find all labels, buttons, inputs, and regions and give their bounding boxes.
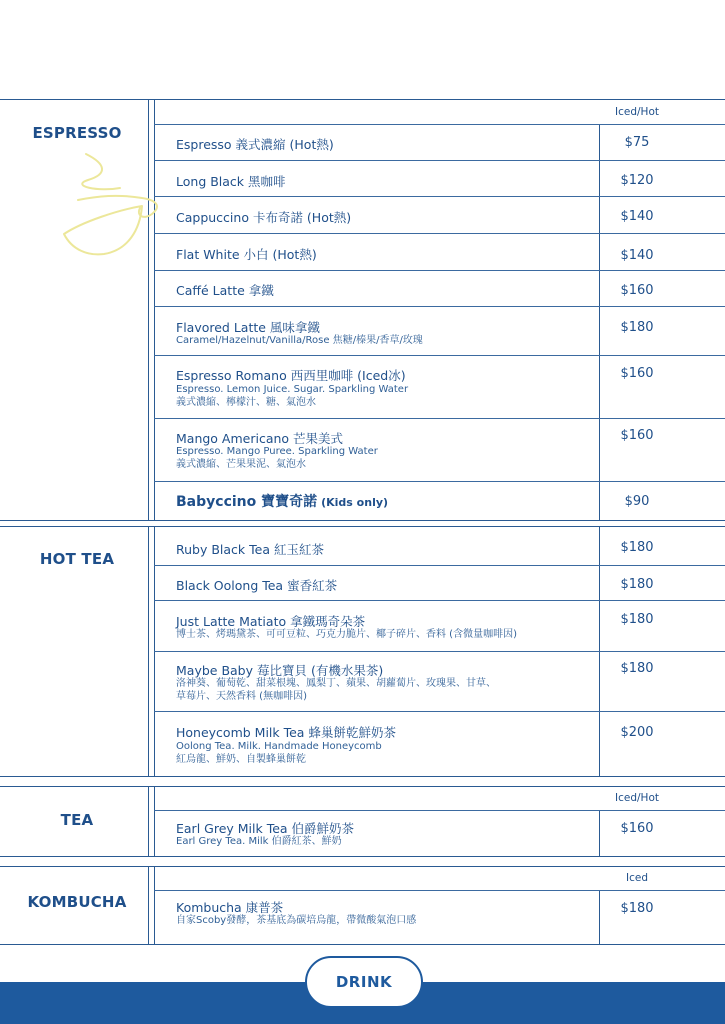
kombucha-col-header: Iced	[626, 872, 648, 884]
menu-item-price: $200	[620, 725, 654, 740]
row-rule	[154, 306, 725, 307]
menu-item-price: $180	[620, 661, 654, 676]
espresso-header-rule	[154, 124, 725, 125]
row-rule	[154, 270, 725, 271]
row-rule	[154, 196, 725, 197]
section-title-hot-tea: HOT TEA	[39, 550, 115, 568]
hot-tea-bottom-rule	[0, 776, 725, 777]
tea-top-rule	[0, 786, 725, 787]
menu-item-name: Earl Grey Milk Tea 伯爵鮮奶茶	[176, 821, 355, 836]
kombucha-vline-b	[154, 866, 155, 944]
menu-item-price: $180	[620, 577, 654, 592]
menu-item-price: $75	[624, 135, 650, 150]
menu-item-name: Just Latte Matiato 拿鐵瑪奇朵茶	[176, 614, 366, 629]
menu-item-description: 義式濃縮、檸檬汁、糖、氣泡水	[176, 397, 316, 408]
row-rule	[154, 565, 725, 566]
menu-item-price: $120	[620, 173, 654, 188]
menu-item-price: $160	[620, 366, 654, 381]
menu-item-name: Flavored Latte 風味拿鐵	[176, 320, 320, 335]
menu-item-name: Long Black 黑咖啡	[176, 174, 286, 189]
tea-bottom-rule	[0, 856, 725, 857]
menu-item-description: Oolong Tea. Milk. Handmade Honeycomb	[176, 741, 382, 752]
row-rule	[154, 651, 725, 652]
row-rule	[154, 418, 725, 419]
coffee-cup-steam-doodle-icon	[58, 150, 168, 265]
menu-item-note: (Kids only)	[321, 496, 389, 509]
section-title-kombucha: KOMBUCHA	[27, 893, 127, 911]
menu-item-description: 義式濃縮、芒果果泥、氣泡水	[176, 459, 306, 470]
section-title-espresso: ESPRESSO	[32, 124, 122, 142]
menu-item-description: 紅烏龍、鮮奶、自製蜂巢餅乾	[176, 754, 306, 765]
menu-item-description: Caramel/Hazelnut/Vanilla/Rose 焦糖/榛果/香草/玫瑰	[176, 335, 423, 346]
menu-item-price: $180	[620, 320, 654, 335]
kombucha-price-col-line	[599, 890, 600, 944]
menu-item-description: Earl Grey Tea. Milk 伯爵紅茶、鮮奶	[176, 836, 342, 847]
menu-item-name: Babyccino 寶寶奇諾	[176, 494, 318, 510]
menu-item-name: Honeycomb Milk Tea 蜂巢餅乾鮮奶茶	[176, 725, 396, 740]
hot-tea-top-rule	[0, 526, 725, 527]
menu-item-description: 草莓片、天然香料 (無咖啡因)	[176, 691, 307, 702]
menu-item-name: Ruby Black Tea 紅玉紅茶	[176, 542, 324, 557]
menu-item-name: Mango Americano 芒果美式	[176, 431, 344, 446]
menu-item-description: 博士茶、烤瑪黛茶、可可豆粒、巧克力脆片、椰子碎片、香料 (含微量咖啡因)	[176, 629, 517, 640]
menu-item-name: Espresso 義式濃縮 (Hot熱)	[176, 137, 334, 152]
menu-item-price: $140	[620, 248, 654, 263]
menu-item-price: $160	[620, 428, 654, 443]
kombucha-bottom-rule	[0, 944, 725, 945]
menu-item-price: $180	[620, 901, 654, 916]
menu-item-price: $180	[620, 612, 654, 627]
menu-item-name: Caffé Latte 拿鐵	[176, 283, 274, 298]
footer-drink-label: DRINK	[305, 956, 423, 1008]
menu-item-price: $180	[620, 540, 654, 555]
espresso-bottom-rule	[0, 520, 725, 521]
row-rule	[154, 711, 725, 712]
section-title-tea: TEA	[60, 811, 94, 829]
row-rule	[154, 600, 725, 601]
tea-col-header: Iced/Hot	[615, 792, 659, 804]
menu-item-name: Black Oolong Tea 蜜香紅茶	[176, 578, 338, 593]
menu-item-name: Cappuccino 卡布奇諾 (Hot熱)	[176, 210, 352, 225]
menu-item-name: Kombucha 康普茶	[176, 900, 284, 915]
menu-item-name: Flat White 小白 (Hot熱)	[176, 247, 317, 262]
kombucha-top-rule	[0, 866, 725, 867]
espresso-col-header: Iced/Hot	[615, 106, 659, 118]
menu-item-name: Maybe Baby 莓比寶貝 (有機水果茶)	[176, 663, 384, 678]
menu-item-description: 自家Scoby發酵，茶基底為碳培烏龍，帶微酸氣泡口感	[176, 915, 417, 926]
row-rule	[154, 355, 725, 356]
menu-item-price: $140	[620, 209, 654, 224]
menu-item-name: Espresso Romano 西西里咖啡 (Iced冰)	[176, 368, 406, 383]
menu-item-price: $160	[620, 821, 654, 836]
row-rule	[154, 481, 725, 482]
menu-item-description: 洛神葵、葡萄乾、甜菜根塊、鳳梨丁、蘋果、胡蘿蔔片、玫瑰果、甘草、	[176, 678, 496, 689]
tea-header-rule	[154, 810, 725, 811]
kombucha-header-rule	[154, 890, 725, 891]
espresso-top-rule	[0, 99, 725, 100]
row-rule	[154, 233, 725, 234]
row-rule	[154, 160, 725, 161]
menu-item-description: Espresso. Mango Puree. Sparkling Water	[176, 446, 378, 457]
menu-item-price: $160	[620, 283, 654, 298]
tea-vline-b	[154, 786, 155, 856]
menu-item-babyccino	[176, 491, 388, 511]
menu-item-price: $90	[624, 494, 650, 509]
menu-item-description: Espresso. Lemon Juice. Sugar. Sparkling Water	[176, 384, 409, 395]
